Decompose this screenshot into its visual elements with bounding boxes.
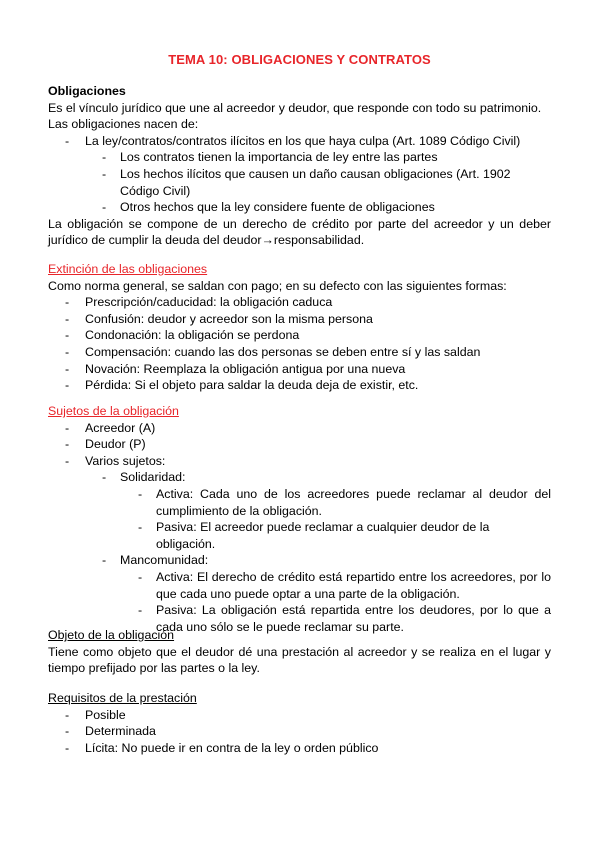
list-item: - La ley/contratos/contratos ilícitos en los que haya culpa (Art. 1089 Código Civil) bbox=[48, 133, 551, 150]
list-item: - Lícita: No puede ir en contra de la ley o orden público bbox=[48, 740, 551, 757]
heading-sujetos: Sujetos de la obligación bbox=[48, 404, 179, 418]
heading-requisitos: Requisitos de la prestación bbox=[48, 691, 197, 705]
section-extincion bbox=[48, 261, 551, 394]
section-obligaciones bbox=[48, 83, 551, 249]
list-item: - Mancomunidad: bbox=[48, 552, 551, 569]
nacen-text: Las obligaciones nacen de: bbox=[48, 117, 199, 132]
list-item: - Deudor (P) bbox=[48, 436, 551, 453]
list-item: - Activa: Cada uno de los acreedores puede reclamar al deudor del cumplimiento de la obligación. bbox=[48, 486, 551, 519]
definition-text: Es el vínculo jurídico que une al acreedor y deudor, que responde con todo su patrimonio. bbox=[48, 100, 542, 115]
section-objeto bbox=[48, 627, 551, 677]
list-item: - Pasiva: La obligación está repartida entre los deudores, por lo que a cada uno sólo se le puede reclamar su parte. bbox=[48, 602, 551, 635]
list-item: - Compensación: cuando las dos personas se deben entre sí y las saldan bbox=[48, 344, 551, 361]
requisitos-list bbox=[48, 707, 551, 757]
list-item: - Los contratos tienen la importancia de ley entre las partes bbox=[48, 149, 551, 166]
section-sujetos bbox=[48, 403, 551, 635]
list-item: - Solidaridad: bbox=[48, 469, 551, 486]
heading-objeto: Objeto de la obligación bbox=[48, 628, 175, 642]
composicion-text: La obligación se compone de un derecho de crédito por parte del acreedor y un deber jurídico de cumplir la deuda del deudor→responsabilidad. bbox=[48, 216, 551, 248]
list-item: - Pérdida: Si el objeto para saldar la deuda deja de existir, etc. bbox=[48, 377, 551, 394]
list-item: - Acreedor (A) bbox=[48, 420, 551, 437]
list-item: - Prescripción/caducidad: la obligación caduca bbox=[48, 294, 551, 311]
list-item: - Activa: El derecho de crédito está repartido entre los acreedores, por lo que cada uno puede optar a una parte de la obligación. bbox=[48, 569, 551, 602]
extincion-intro: Como norma general, se saldan con pago; en su defecto con las siguientes formas: bbox=[48, 278, 507, 293]
list-item: - Varios sujetos: bbox=[48, 453, 551, 470]
sujetos-list bbox=[48, 420, 551, 636]
page-title: TEMA 10: OBLIGACIONES Y CONTRATOS bbox=[168, 52, 431, 67]
list-item: - Condonación: la obligación se perdona bbox=[48, 327, 551, 344]
section-requisitos bbox=[48, 690, 551, 756]
list-item: - Confusión: deudor y acreedor son la misma persona bbox=[48, 311, 551, 328]
list-item: - Pasiva: El acreedor puede reclamar a cualquier deudor de la obligación. bbox=[48, 519, 551, 552]
objeto-text: Tiene como objeto que el deudor dé una prestación al acreedor y se realiza en el lugar y tiempo prefijado por las partes o la ley. bbox=[48, 644, 551, 676]
list-item: - Novación: Reemplaza la obligación antigua por una nueva bbox=[48, 361, 551, 378]
heading-obligaciones: Obligaciones bbox=[48, 84, 126, 98]
fuentes-list bbox=[48, 133, 551, 216]
list-item: - Posible bbox=[48, 707, 551, 724]
heading-extincion: Extinción de las obligaciones bbox=[48, 262, 208, 276]
extincion-list bbox=[48, 294, 551, 394]
list-item: - Determinada bbox=[48, 723, 551, 740]
list-item: - Los hechos ilícitos que causen un daño causan obligaciones (Art. 1902 Código Civil) bbox=[48, 166, 551, 199]
list-item: - Otros hechos que la ley considere fuente de obligaciones bbox=[48, 199, 551, 216]
